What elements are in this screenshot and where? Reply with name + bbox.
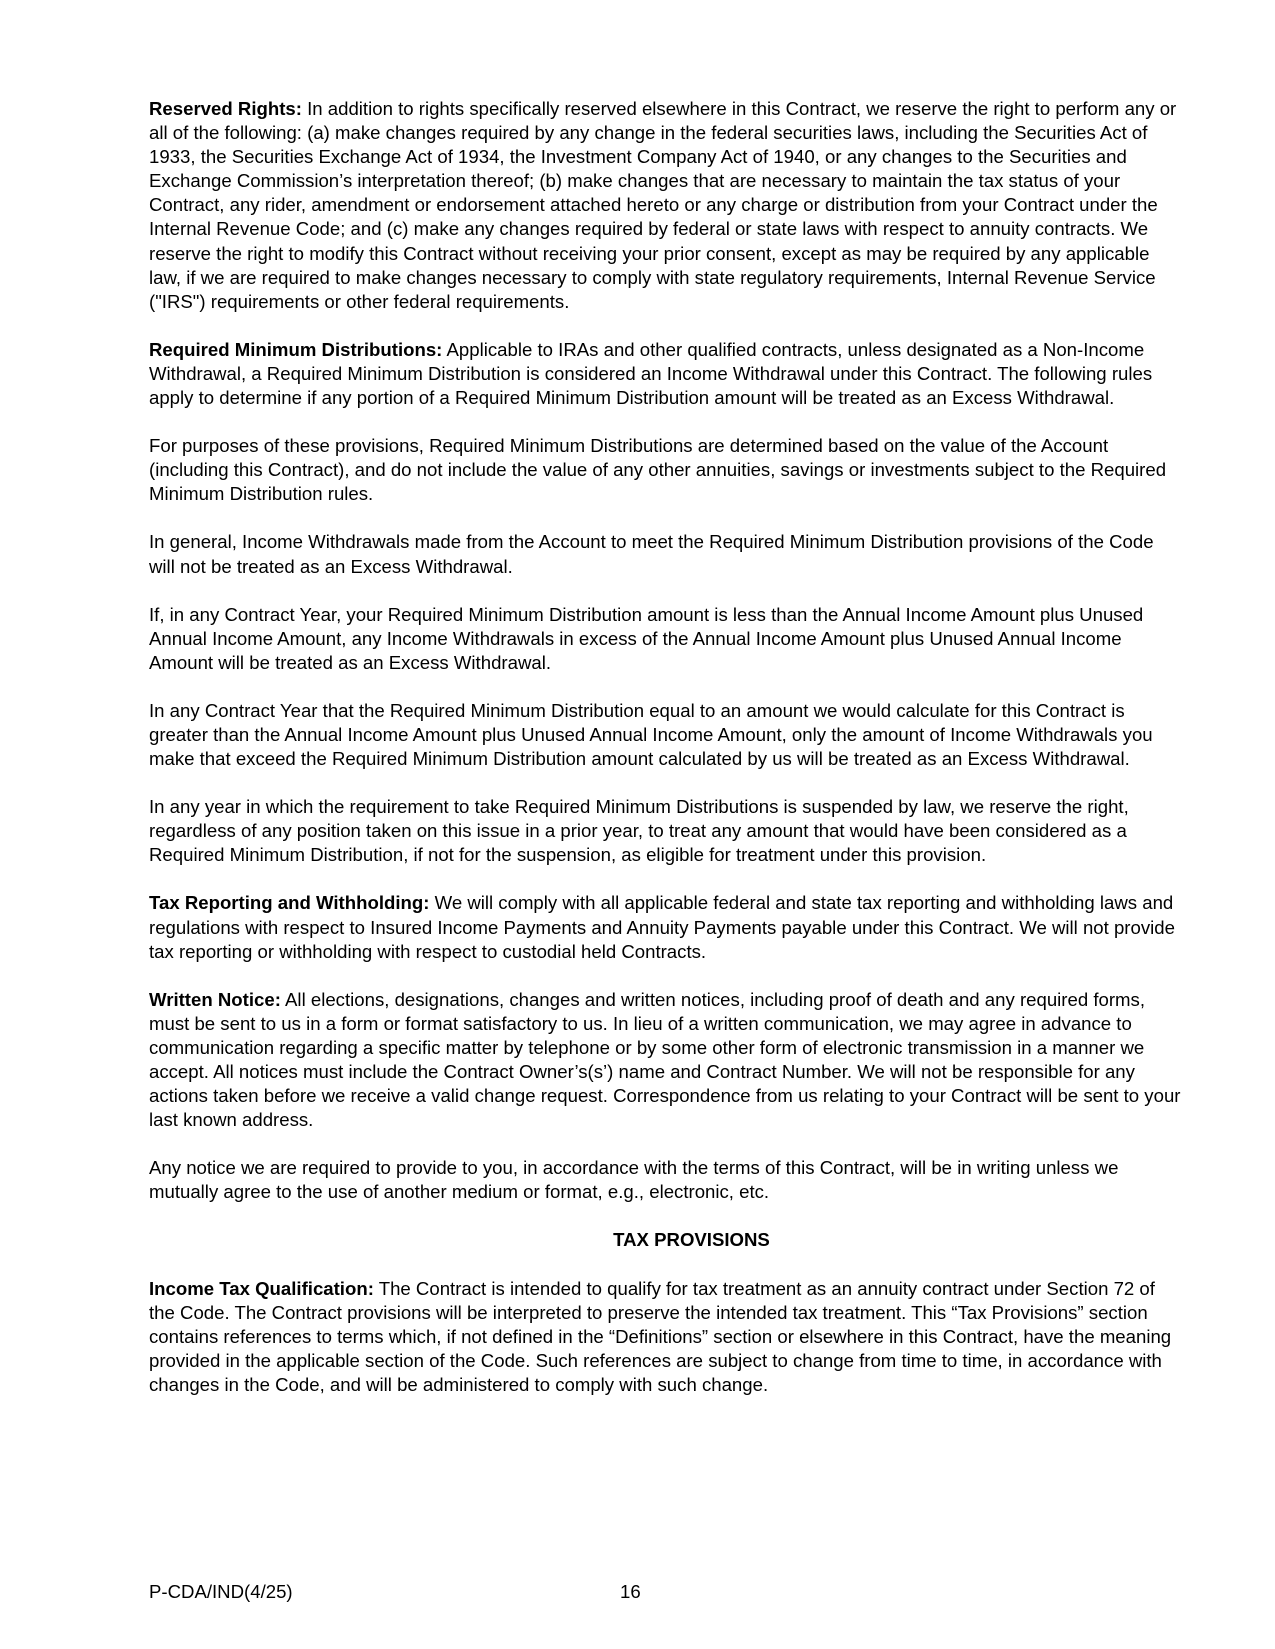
tax-reporting-text: We will comply with all applicable federal and state tax reporting and withholding laws and regulations with respect to Insured Income Payments and Annuity Payments payable under this Contract. We will not provide tax reporting or withholding with respect to custodial held Contracts. [149, 892, 1175, 962]
section-heading: TAX PROVISIONS [613, 1229, 770, 1251]
reserved-rights-text: In addition to rights specifically reserved elsewhere in this Contract, we reserve the right to perform any or all of the following: (a) make changes required by any change in the federal securities laws, including the Securities Act of 1933, the Securities Exchange Act of 1934, the Investment Company Act of 1940, or any changes to the Securities and Exchange Commission’s interpretation thereof; (b) make changes that are necessary to maintain the tax status of your Contract, any rider, amendment or endorsement attached hereto or any charge or distribution from your Contract under the Internal Revenue Code; and (c) make any changes required by federal or state laws with respect to annuity contracts. We reserve the right to modify this Contract without receiving your prior consent, except as may be required by any applicable law, if we are required to make changes necessary to comply with state regulatory requirements, Internal Revenue Service ("IRS") requirements or other federal requirements. [149, 98, 1177, 312]
rmd-greater-paragraph [149, 699, 1184, 771]
rmd-suspended-text: In any year in which the requirement to take Required Minimum Distributions is suspended by law, we reserve the right, regardless of any position taken on this issue in a prior year, to treat any amount that would have been considered as a Required Minimum Distribution, if not for the suspension, as eligible for treatment under this provision. [149, 796, 1129, 866]
rmd-valuation-text: For purposes of these provisions, Required Minimum Distributions are determined based on the value of the Account (including this Contract), and do not include the value of any other annuities, savings or investments subject to the Required Minimum Distribution rules. [149, 435, 1167, 505]
rmd-general-paragraph [149, 530, 1184, 578]
rmd-paragraph [149, 338, 1184, 410]
rmd-suspended-paragraph [149, 795, 1184, 867]
footer-page-number: 16 [620, 1581, 641, 1602]
written-notice-text: All elections, designations, changes and written notices, including proof of death and any required forms, must be sent to us in a form or format satisfactory to us. In lieu of a written communication, we may agree in advance to communication regarding a specific matter by telephone or by some other form of electronic transmission in a manner we accept. All notices must include the Contract Owner’s(s’) name and Contract Number. We will not be responsible for any actions taken before we receive a valid change request. Correspondence from us relating to your Contract will be sent to your last known address. [149, 988, 1181, 1131]
rmd-greater-text: In any Contract Year that the Required Minimum Distribution equal to an amount we would calculate for this Contract is greater than the Annual Income Amount plus Unused Annual Income Amount, only the amount of Income Withdrawals you make that exceed the Required Minimum Distribution amount calculated by us will be treated as an Excess Withdrawal. [149, 699, 1153, 770]
reserved-rights-label: Reserved Rights: [149, 98, 302, 119]
document-body [149, 97, 1184, 1421]
written-notice-paragraph [149, 988, 1184, 1133]
rmd-label: Required Minimum Distributions: [149, 338, 443, 360]
notice-writing-paragraph [149, 1156, 1184, 1204]
income-tax-text: The Contract is intended to qualify for tax treatment as an annuity contract under Section 72 of the Code. The Contract provisions will be interpreted to preserve the intended tax treatment. This “Tax Provisions” section contains references to terms which, if not defined in the “Definitions” section or elsewhere in this Contract, have the meaning provided in the applicable section of the Code. Such references are subject to change from time to time, in accordance with changes in the Code, and will be administered to comply with such change. [149, 1277, 1172, 1395]
reserved-rights-paragraph [149, 97, 1184, 314]
tax-reporting-paragraph [149, 891, 1184, 963]
income-tax-paragraph [149, 1277, 1184, 1397]
footer-form-number: P-CDA/IND(4/25) [149, 1581, 293, 1602]
notice-writing-text: Any notice we are required to provide to you, in accordance with the terms of this Contract, will be in writing unless we mutually agree to the use of another medium or format, e.g., electronic, etc. [149, 1157, 1119, 1203]
tax-reporting-label: Tax Reporting and Withholding: [149, 892, 430, 914]
rmd-valuation-paragraph [149, 434, 1184, 506]
rmd-text: Applicable to IRAs and other qualified contracts, unless designated as a Non-Income Withdrawal, a Required Minimum Distribution is considered an Income Withdrawal under this Contract. The following rules apply to determine if any portion of a Required Minimum Distribution amount will be treated as an Excess Withdrawal. [149, 338, 1153, 409]
rmd-less-paragraph [149, 603, 1184, 675]
income-tax-label: Income Tax Qualification: [149, 1277, 374, 1299]
written-notice-label: Written Notice: [149, 988, 281, 1010]
rmd-less-text: If, in any Contract Year, your Required Minimum Distribution amount is less than the Annual Income Amount plus Unused Annual Income Amount, any Income Withdrawals in excess of the Annual Income Amount plus Unused Annual Income Amount will be treated as an Excess Withdrawal. [149, 603, 1144, 673]
rmd-general-text: In general, Income Withdrawals made from the Account to meet the Required Minimum Distribution provisions of the Code will not be treated as an Excess Withdrawal. [149, 531, 1154, 577]
